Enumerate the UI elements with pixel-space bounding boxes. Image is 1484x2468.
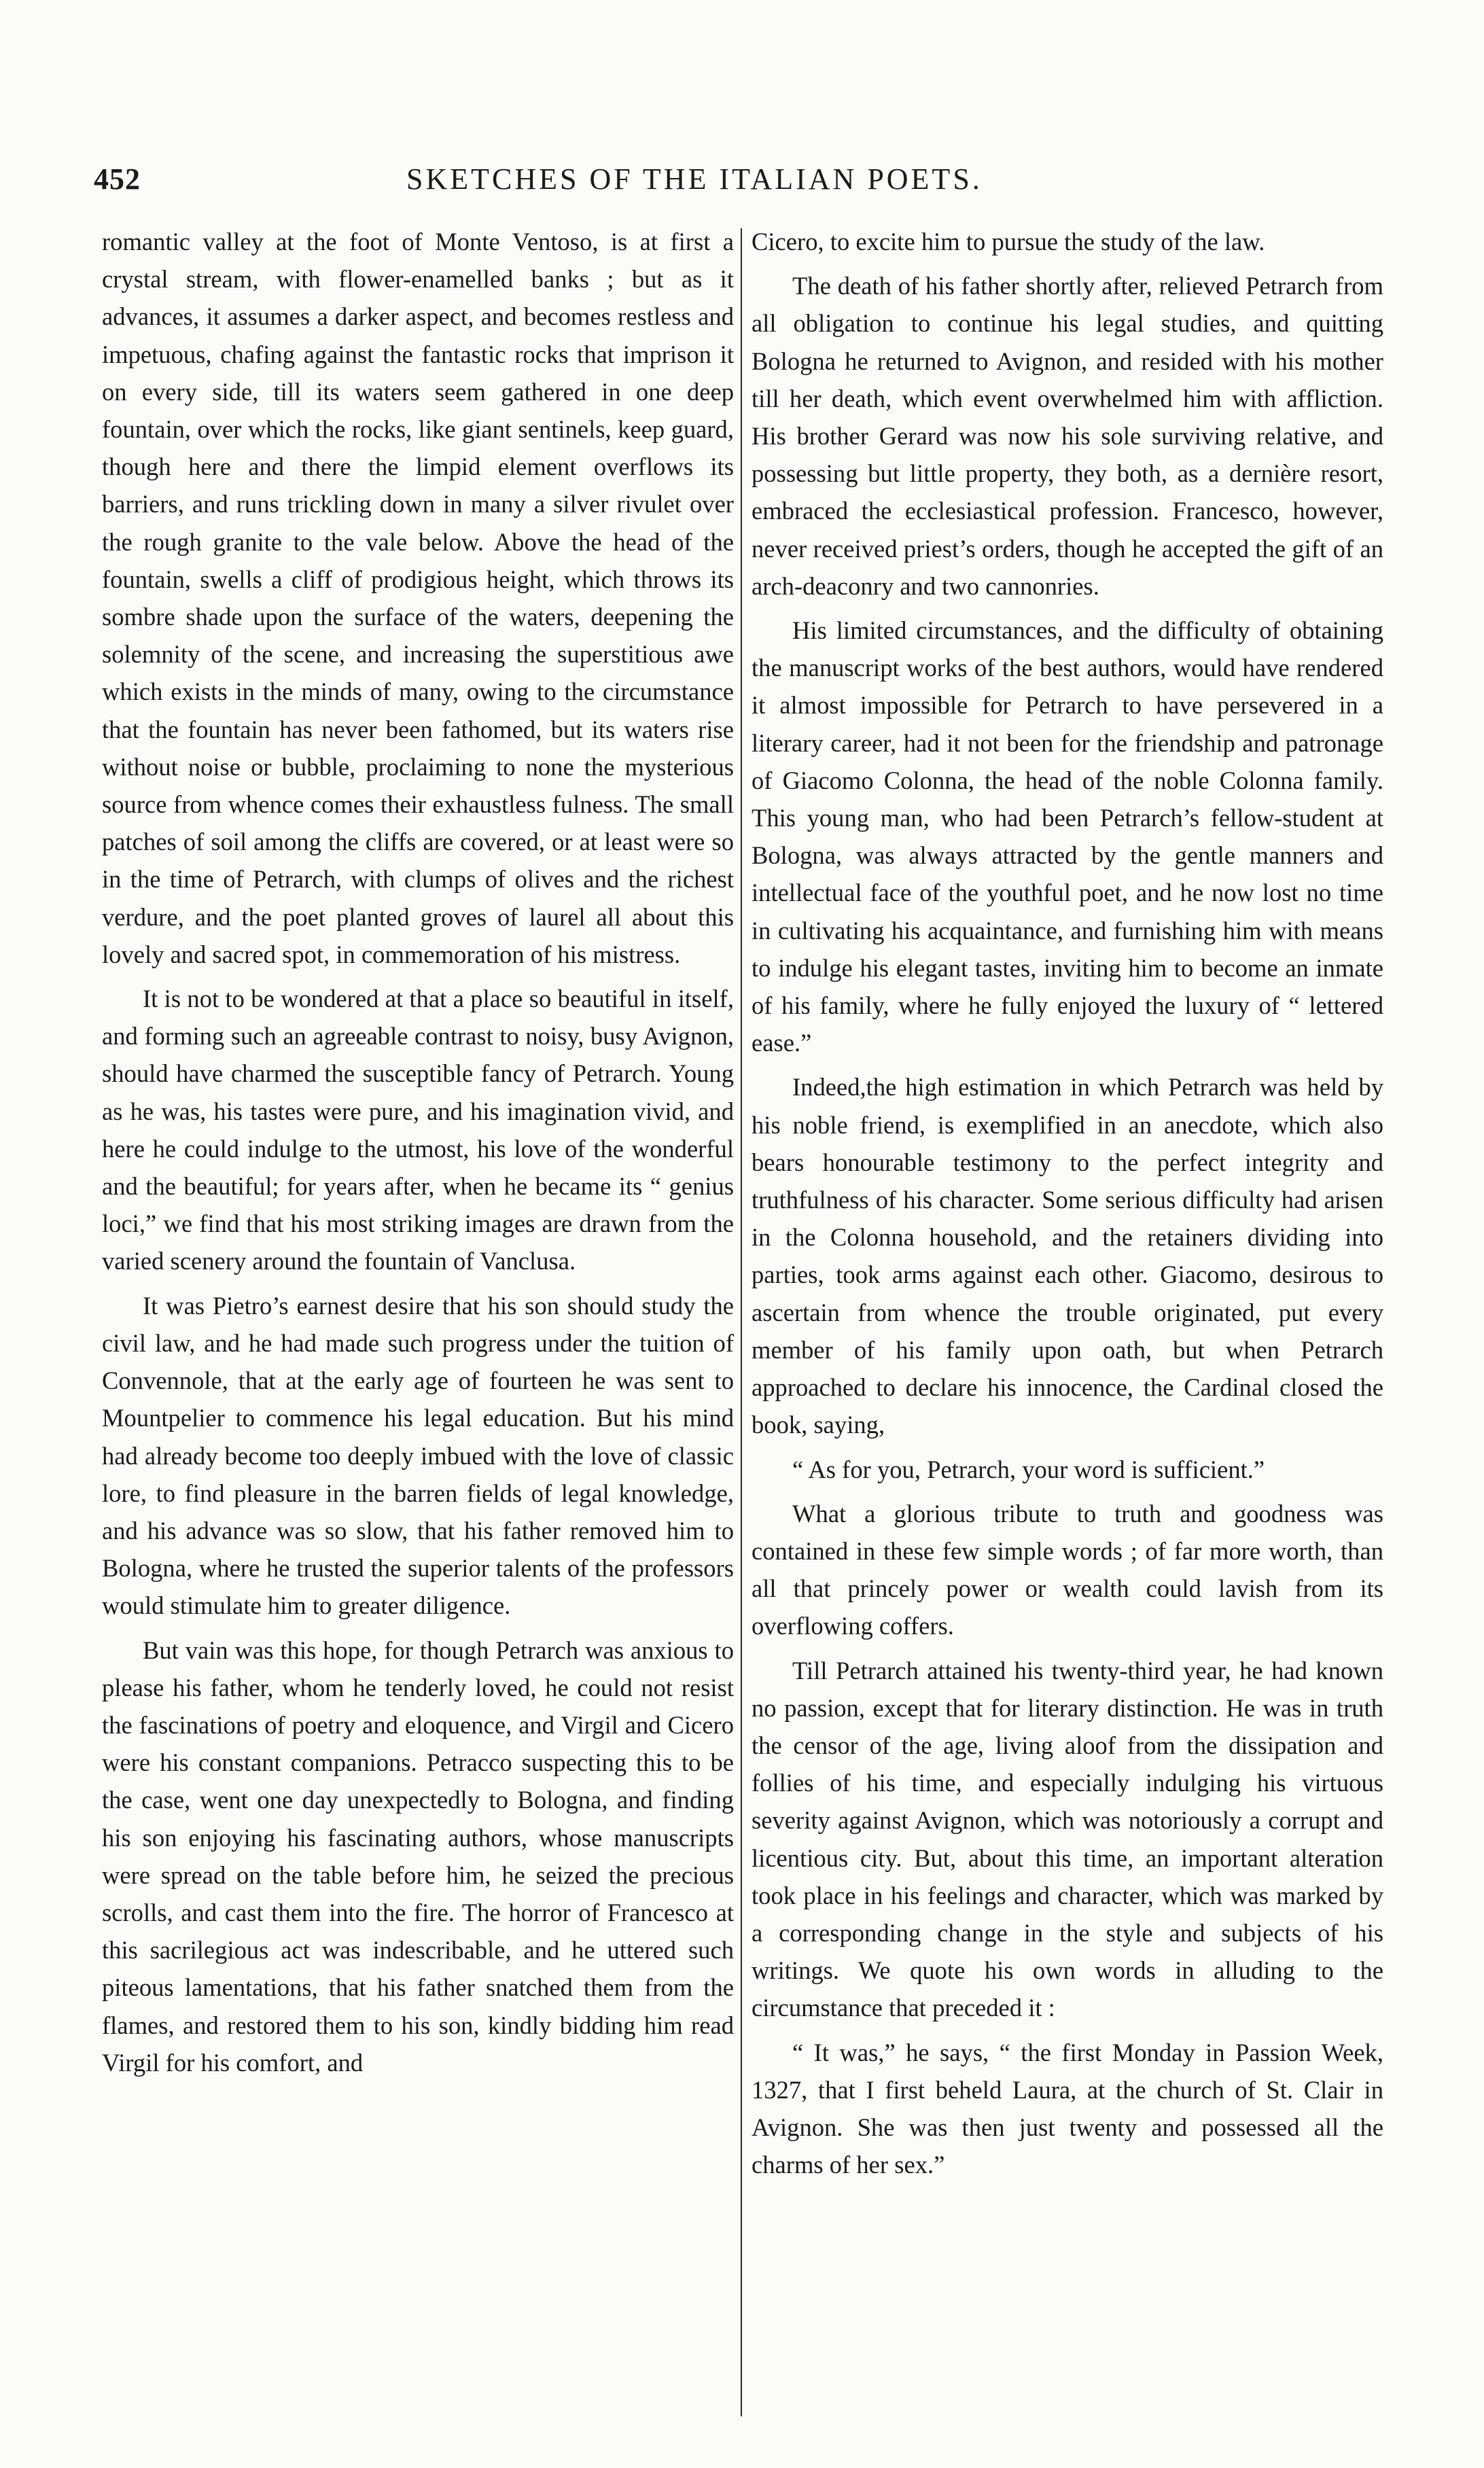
paragraph: His limited circumstances, and the difficulty of obtaining the manuscript works of the best authors, would have rendered it almost impossible for Petrarch to have persevered in a literary career, had it not been for the friendship and patronage of Giacomo Colonna, the head of the noble Colonna family. This young man, who had been Petrarch’s fellow-student at Bologna, was always attracted by the gentle manners and intellectual face of the youthful poet, and he now lost no time in cultivating his acquaintance, and furnishing him with means to indulge his elegant tastes, inviting him to become an inmate of his family, where he fully enjoyed the luxury of “ lettered ease.” <box>752 616 1383 1057</box>
right-column <box>752 223 1383 2411</box>
left-column <box>102 223 734 2411</box>
running-title: SKETCHES OF THE ITALIAN POETS. <box>406 162 983 196</box>
paragraph: It was Pietro’s earnest desire that his son should study the civil law, and he had made such progress under the tuition of Convennole, that at the early age of fourteen he was sent to Mountpelier to commence his legal education. But his mind had already become too deeply imbued with the love of classic lore, to find pleasure in the barren fields of legal knowledge, and his advance was so slow, that his father removed him to Bologna, where he trusted the superior talents of the professors would stimulate him to greater diligence. <box>102 1291 734 1620</box>
page-number: 452 <box>94 162 141 196</box>
column-divider <box>741 228 742 2416</box>
paragraph: Till Petrarch attained his twenty-third year, he had known no passion, except that for literary distinction. He was in truth the censor of the age, living aloof from the dissipation and follies of his time, and especially indulging his virtuous severity against Avignon, which was notoriously a corrupt and licentious city. But, about this time, an important alteration took place in his feelings and character, which was marked by a corresponding change in the style and subjects of his writings. We quote his own words in alluding to the circumstance that preceded it : <box>752 1656 1383 2022</box>
paragraph: romantic valley at the foot of Monte Ventoso, is at first a crystal stream, with flower-enamelled banks ; but as it advances, it assumes a darker aspect, and becomes restless and impetuous, chafing against the fantastic rocks that imprison it on every side, till its waters seem gathered in one deep fountain, over which the rocks, like giant sentinels, keep guard, though here and there the limpid element overflows its barriers, and runs trickling down in many a silver rivulet over the rough granite to the vale below. Above the head of the fountain, swells a cliff of prodigious height, which throws its sombre shade upon the surface of the waters, deepening the solemnity of the scene, and increasing the superstitious awe which exists in the minds of many, owing to the circumstance that the fountain has never been fathomed, but its waters rise without noise or bubble, proclaiming to none the mysterious source from whence comes their exhaustless fulness. The small patches of soil among the cliffs are covered, or at least were so in the time of Petrarch, with clumps of olives and the richest verdure, and the poet planted groves of laurel all about this lovely and sacred spot, in commemoration of his mistress. <box>102 228 734 968</box>
paragraph: Indeed,the high estimation in which Petrarch was held by his noble friend, is exemplified in an anecdote, which also bears honourable testimony to the perfect integrity and truthfulness of his character. Some serious difficulty had arisen in the Colonna household, and the retainers dividing into parties, took arms against each other. Giacomo, desirous to ascertain from whence the trouble originated, put every member of his family upon oath, but when Petrarch approached to declare his innocence, the Cardinal closed the book, saying, <box>752 1073 1383 1439</box>
quotation: “ It was,” he says, “ the first Monday in Passion Week, 1327, that I first beheld Laura, at the church of St. Clair in Avignon. She was then just twenty and possessed all the charms of her sex.” <box>752 2038 1383 2179</box>
paragraph: The death of his father shortly after, relieved Petrarch from all obligation to continue his legal studies, and quitting Bologna he returned to Avignon, and resided with his mother till her death, which event overwhelmed him with affliction. His brother Gerard was now his sole surviving relative, and possessing but little property, they both, as a dernière resort, embraced the ecclesiastical profession. Francesco, however, never received priest’s orders, though he accepted the gift of an arch-deaconry and two cannonries. <box>752 272 1383 600</box>
quotation: “ As for you, Petrarch, your word is sufficient.” <box>792 1455 1265 1483</box>
paragraph: What a glorious tribute to truth and goodness was contained in these few simple words ; of far more worth, than all that princely power or wealth could lavish from its overflowing coffers. <box>752 1499 1383 1640</box>
page-header <box>94 162 1385 209</box>
paragraph: But vain was this hope, for though Petrarch was anxious to please his father, whom he tenderly loved, he could not resist the fascinations of poetry and eloquence, and Virgil and Cicero were his constant companions. Petracco suspecting this to be the case, went one day unexpectedly to Bologna, and finding his son enjoying his fascinating authors, whose manuscripts were spread on the table before him, he seized the precious scrolls, and cast them into the fire. The horror of Francesco at this sacrilegious act was indescribable, and he uttered such piteous lamentations, that his father snatched them from the flames, and restored them to his son, kindly bidding him read Virgil for his comfort, and <box>102 1636 734 2077</box>
paragraph: Cicero, to excite him to pursue the study of the law. <box>752 228 1265 255</box>
paragraph: It is not to be wondered at that a place so beautiful in itself, and forming such an agreeable contrast to noisy, busy Avignon, should have charmed the susceptible fancy of Petrarch. Young as he was, his tastes were pure, and his imagination vivid, and here he could indulge to the utmost, his love of the wonderful and the beautiful; for years after, when he became its “ genius loci,” we find that his most striking images are drawn from the varied scenery around the fountain of Vanclusa. <box>102 985 734 1275</box>
